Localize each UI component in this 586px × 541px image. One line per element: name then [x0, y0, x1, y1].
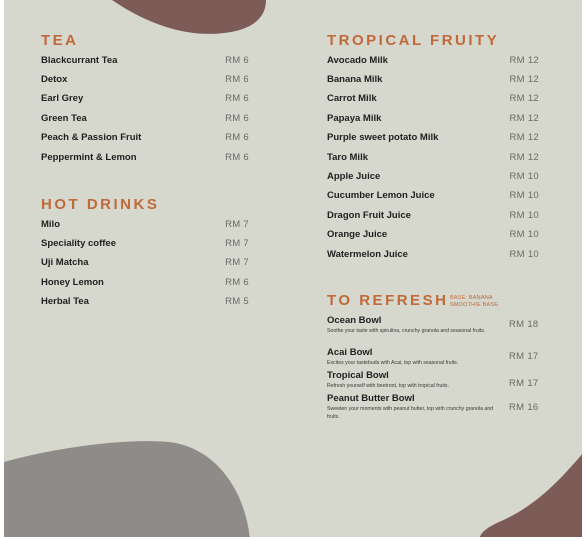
top-decorative-blob	[104, 0, 274, 36]
item-name: Carrot Milk	[327, 93, 377, 104]
item-name: Peanut Butter Bowl	[327, 393, 415, 404]
item-price: RM 12	[509, 54, 539, 66]
item-price: RM 10	[509, 170, 539, 182]
base-note-line-1: BASE: BANANA	[450, 295, 493, 301]
item-name: Acai Bowl	[327, 347, 373, 358]
list-item	[327, 91, 539, 107]
item-name: Uji Matcha	[41, 257, 89, 268]
item-name: Earl Grey	[41, 93, 84, 104]
item-price: RM 12	[509, 132, 539, 143]
item-price: RM 12	[509, 112, 539, 124]
list-item	[327, 393, 542, 421]
item-name: Cucumber Lemon Juice	[327, 190, 435, 201]
item-name: Peppermint & Lemon	[41, 151, 137, 163]
item-name: Orange Juice	[327, 229, 388, 240]
list-item	[327, 227, 539, 243]
item-price: RM 6	[225, 151, 249, 163]
list-item	[41, 216, 249, 232]
base-note	[450, 295, 500, 309]
item-name: Avocado Milk	[327, 54, 388, 66]
item-price: RM 12	[509, 73, 539, 85]
item-price: RM 6	[225, 93, 249, 104]
list-item	[327, 168, 539, 184]
item-price: RM 17	[509, 351, 539, 362]
item-price: RM 10	[509, 209, 539, 221]
list-item	[41, 130, 249, 146]
list-item	[327, 188, 539, 204]
item-price: RM 17	[509, 378, 539, 389]
item-name: Honey Lemon	[41, 276, 104, 288]
item-name: Taro Milk	[327, 151, 368, 163]
item-price: RM 7	[225, 218, 249, 230]
list-item	[327, 246, 539, 262]
item-price: RM 6	[225, 73, 249, 85]
list-item	[327, 110, 539, 126]
list-item	[41, 110, 249, 126]
item-name: Peach & Passion Fruit	[41, 132, 142, 143]
item-price: RM 18	[509, 319, 539, 330]
item-description: Sweeten your moments with peanut butter, top with crunchy granola and fruits.	[327, 406, 494, 420]
item-price: RM 5	[225, 295, 249, 307]
item-name: Papaya Milk	[327, 112, 382, 124]
item-name: Detox	[41, 73, 68, 85]
list-item	[327, 370, 542, 390]
list-item	[327, 315, 542, 335]
item-name: Banana Milk	[327, 73, 383, 85]
hot-drinks-section-title: HOT DRINKS	[41, 196, 160, 213]
item-name: Dragon Fruit Juice	[327, 209, 411, 221]
item-price: RM 12	[509, 151, 539, 163]
tea-section-title: TEA	[41, 32, 79, 49]
list-item	[327, 347, 542, 367]
list-item	[327, 207, 539, 223]
item-price: RM 6	[225, 132, 249, 143]
to-refresh-section-title: TO REFRESH	[327, 292, 449, 309]
list-item	[41, 255, 249, 271]
item-price: RM 10	[509, 248, 539, 260]
list-item	[41, 91, 249, 107]
item-price: RM 16	[509, 402, 539, 413]
list-item	[327, 130, 539, 146]
base-note-line-2: SMOOTHIE BASE.	[450, 302, 500, 308]
list-item	[41, 274, 249, 290]
item-name: Green Tea	[41, 112, 87, 124]
item-name: Apple Juice	[327, 170, 381, 182]
item-price: RM 10	[509, 229, 539, 240]
list-item	[41, 52, 249, 68]
item-description: Refresh yourself with beetroot, top with tropical fruits.	[327, 383, 449, 389]
item-price: RM 7	[225, 237, 249, 249]
item-name: Ocean Bowl	[327, 315, 382, 326]
item-price: RM 6	[225, 112, 249, 124]
list-item	[41, 71, 249, 87]
list-item	[327, 52, 539, 68]
item-name: Purple sweet potato Milk	[327, 132, 439, 143]
item-name: Watermelon Juice	[327, 248, 408, 260]
menu-page	[4, 0, 582, 537]
list-item	[327, 71, 539, 87]
item-name: Blackcurrant Tea	[41, 54, 118, 66]
tropical-fruity-section-title: TROPICAL FRUITY	[327, 32, 500, 49]
list-item	[327, 149, 539, 165]
bottom-left-decorative-blob	[4, 440, 254, 537]
item-description: Soothe your taste with spirulina, crunchy granola and seasonal fruits.	[327, 328, 486, 334]
item-name: Milo	[41, 218, 60, 230]
item-name: Tropical Bowl	[327, 370, 389, 381]
item-description: Excites your tastebuds with Acai, top with seasonal fruits.	[327, 360, 459, 366]
list-item	[41, 235, 249, 251]
item-name: Herbal Tea	[41, 295, 89, 307]
item-name: Speciality coffee	[41, 237, 116, 249]
item-price: RM 10	[509, 190, 539, 201]
list-item	[41, 149, 249, 165]
item-price: RM 6	[225, 276, 249, 288]
item-price: RM 7	[225, 257, 249, 268]
bottom-right-decorative-blob	[474, 440, 582, 537]
item-price: RM 12	[509, 93, 539, 104]
list-item	[41, 293, 249, 309]
item-price: RM 6	[225, 54, 249, 66]
